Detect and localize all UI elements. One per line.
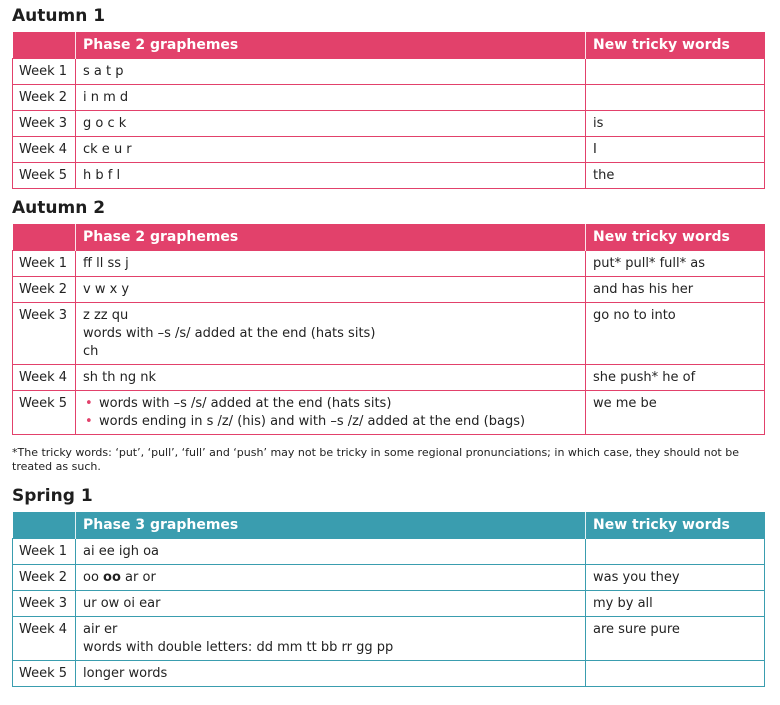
tricky-words-cell: [586, 85, 765, 111]
graphemes-cell: h b f l: [76, 163, 586, 189]
table-row: [13, 85, 765, 111]
tricky-words-cell: we me be: [586, 391, 765, 435]
bullet-list: [83, 395, 578, 431]
graphemes-line: words with double letters: dd mm tt bb rr gg pp: [83, 640, 394, 655]
graphemes-cell: v w x y: [76, 277, 586, 303]
table-row: [13, 59, 765, 85]
week-label: Week 1: [13, 251, 76, 277]
graphemes-cell: s a t p: [76, 59, 586, 85]
table-header-row: [13, 32, 765, 59]
header-tricky-words: New tricky words: [586, 512, 765, 539]
graphemes-cell: i n m d: [76, 85, 586, 111]
graphemes-line: z zz qu: [83, 308, 129, 323]
tricky-words-cell: [586, 539, 765, 565]
week-label: Week 4: [13, 617, 76, 661]
tricky-words-cell: I: [586, 137, 765, 163]
spring1-title: Spring 1: [12, 486, 93, 506]
graphemes-line: words with –s /s/ added at the end (hats sits): [83, 326, 376, 341]
bullet-icon: •: [85, 414, 93, 429]
header-graphemes: Phase 2 graphemes: [76, 224, 586, 251]
header-tricky-words: New tricky words: [586, 32, 765, 59]
graphemes-bold-text: oo: [103, 570, 121, 585]
graphemes-line: air er: [83, 622, 118, 637]
header-blank: [13, 512, 76, 539]
header-blank: [13, 32, 76, 59]
table-row: [13, 137, 765, 163]
tricky-words-cell: put* pull* full* as: [586, 251, 765, 277]
table-row: [13, 565, 765, 591]
autumn1-title: Autumn 1: [12, 6, 106, 26]
graphemes-cell: ck e u r: [76, 137, 586, 163]
table-row: [13, 391, 765, 435]
footnote: *The tricky words: ‘put’, ‘pull’, ‘full’ and ‘push’ may not be tricky in some regional pronunciations; in which case, they should not be treated as such.: [12, 446, 739, 473]
week-label: Week 5: [13, 391, 76, 435]
week-label: Week 3: [13, 303, 76, 365]
autumn2-title: Autumn 2: [12, 198, 106, 218]
list-item: [83, 413, 578, 431]
graphemes-cell: [76, 303, 586, 365]
graphemes-text: oo: [83, 570, 104, 585]
tricky-words-cell: [586, 661, 765, 687]
graphemes-cell: g o c k: [76, 111, 586, 137]
week-label: Week 4: [13, 137, 76, 163]
week-label: Week 3: [13, 111, 76, 137]
table-row: [13, 617, 765, 661]
tricky-words-cell: go no to into: [586, 303, 765, 365]
tricky-words-cell: and has his her: [586, 277, 765, 303]
table-row: [13, 303, 765, 365]
tricky-words-cell: is: [586, 111, 765, 137]
table-header-row: [13, 224, 765, 251]
list-item-text: words with –s /s/ added at the end (hats sits): [99, 396, 392, 411]
graphemes-cell: [76, 391, 586, 435]
graphemes-cell: ur ow oi ear: [76, 591, 586, 617]
table-row: [13, 251, 765, 277]
table-row: [13, 277, 765, 303]
tricky-words-cell: [586, 59, 765, 85]
tricky-words-cell: the: [586, 163, 765, 189]
graphemes-cell: longer words: [76, 661, 586, 687]
table-row: [13, 591, 765, 617]
week-label: Week 5: [13, 163, 76, 189]
graphemes-cell: sh th ng nk: [76, 365, 586, 391]
table-row: [13, 539, 765, 565]
graphemes-cell: [76, 617, 586, 661]
header-blank: [13, 224, 76, 251]
autumn2-table: [12, 224, 765, 435]
week-label: Week 2: [13, 277, 76, 303]
graphemes-text: ar or: [120, 570, 156, 585]
header-graphemes: Phase 2 graphemes: [76, 32, 586, 59]
tricky-words-cell: are sure pure: [586, 617, 765, 661]
autumn1-table: [12, 32, 765, 189]
graphemes-line: ch: [83, 344, 99, 359]
tricky-words-cell: she push* he of: [586, 365, 765, 391]
table-row: [13, 163, 765, 189]
tricky-words-cell: was you they: [586, 565, 765, 591]
list-item: [83, 395, 578, 413]
week-label: Week 2: [13, 565, 76, 591]
week-label: Week 3: [13, 591, 76, 617]
list-item-text: words ending in s /z/ (his) and with –s /z/ added at the end (bags): [99, 414, 526, 429]
header-tricky-words: New tricky words: [586, 224, 765, 251]
graphemes-cell: ff ll ss j: [76, 251, 586, 277]
table-header-row: [13, 512, 765, 539]
week-label: Week 2: [13, 85, 76, 111]
week-label: Week 5: [13, 661, 76, 687]
table-row: [13, 365, 765, 391]
tricky-words-cell: my by all: [586, 591, 765, 617]
graphemes-cell: [76, 565, 586, 591]
graphemes-cell: ai ee igh oa: [76, 539, 586, 565]
table-row: [13, 111, 765, 137]
week-label: Week 1: [13, 539, 76, 565]
table-row: [13, 661, 765, 687]
week-label: Week 4: [13, 365, 76, 391]
week-label: Week 1: [13, 59, 76, 85]
header-graphemes: Phase 3 graphemes: [76, 512, 586, 539]
bullet-icon: •: [85, 396, 93, 411]
spring1-table: [12, 512, 765, 687]
